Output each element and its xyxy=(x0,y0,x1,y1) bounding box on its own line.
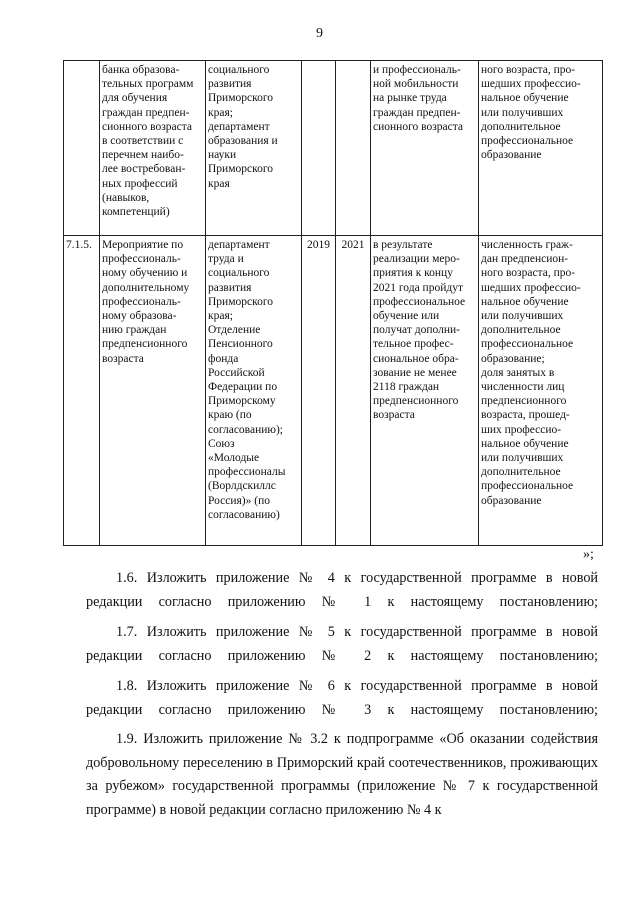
cell-executor: социального развития Приморского края; департамент образования и науки Приморского края xyxy=(206,61,302,236)
paragraph-text: 1.7. Изложить приложение № 5 к государственной программе в новой редакции согласно приложению № 2 к настоящему постановлению; xyxy=(86,624,598,664)
cell-executor: департамент труда и социального развития Приморского края; Отделение Пенсионного фонда Российской Федерации по Приморскому краю (по согласованию); Союз «Молодые профессионалы (Ворлдскиллс Россия)» (по согласованию) xyxy=(206,236,302,546)
closing-quote: »; xyxy=(583,547,594,562)
cell-result: и профессиональ- ной мобильности на рынке труда граждан предпен- сионного возраста xyxy=(371,61,479,236)
cell-result: в результате реализации меро- приятия к концу 2021 года пройдут профессиональное обучение или получат дополни- тельное профес- сиональное обра- зование не менее 2118 граждан предпенсионного возраста xyxy=(371,236,479,546)
paragraph-1-7 xyxy=(86,621,598,668)
cell-indicator: ного возраста, про- шедших профессио- нальное обучение или получивших дополнительное профессиональное образование xyxy=(479,61,603,236)
cell-end-year: 2021 xyxy=(336,236,371,546)
cell-start-year: 2019 xyxy=(302,236,336,546)
cell-indicator: численность граж- дан предпенсион- ного возраста, про- шедших профессио- нальное обучение или получивших дополнительное профессиональное образование; доля занятых в численности лиц предпенсионного возраста, прошед- ших профессио- нальное обучение или получивших дополнительное профессиональное образование xyxy=(479,236,603,546)
cell-end-year xyxy=(336,61,371,236)
paragraph-text: 1.6. Изложить приложение № 4 к государственной программе в новой редакции согласно приложению № 1 к настоящему постановлению; xyxy=(86,570,598,610)
measures-table xyxy=(63,60,603,546)
cell-number xyxy=(64,61,100,236)
table-row xyxy=(64,236,603,546)
cell-number: 7.1.5. xyxy=(64,236,100,546)
paragraph-text: 1.8. Изложить приложение № 6 к государственной программе в новой редакции согласно приложению № 3 к настоящему постановлению; xyxy=(86,678,598,718)
paragraph-1-9 xyxy=(86,728,598,823)
cell-measure: Мероприятие по профессиональ- ному обучению и дополнительному профессиональ- ному образова- нию граждан предпенсионного возраста xyxy=(100,236,206,546)
cell-measure: банка образова- тельных программ для обучения граждан предпен- сионного возраста в соответствии с перечнем наибо- лее востребован- ных профессий (навыков, компетенций) xyxy=(100,61,206,236)
table-row xyxy=(64,61,603,236)
paragraph-1-8 xyxy=(86,675,598,722)
page-number: 9 xyxy=(316,26,323,41)
paragraph-1-6 xyxy=(86,567,598,614)
paragraph-text: 1.9. Изложить приложение № 3.2 к подпрограмме «Об оказании содействия добровольному переселению в Приморский край соотечественников, проживающих за рубежом» государственной программы (приложение № 7 к государственной программе) в новой редакции согласно приложению № 4 к xyxy=(86,731,598,819)
cell-start-year xyxy=(302,61,336,236)
